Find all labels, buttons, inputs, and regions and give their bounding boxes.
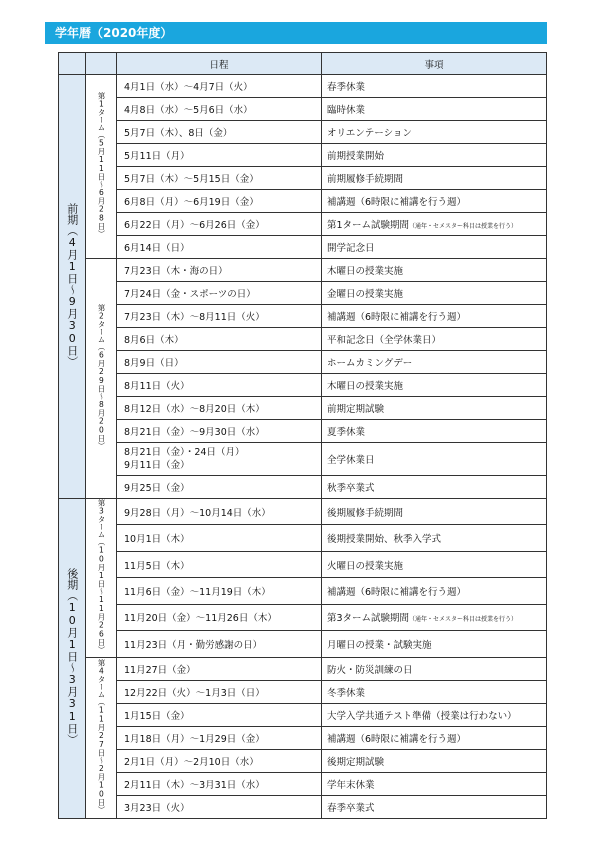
schedule-cell xyxy=(117,443,322,476)
schedule-cell xyxy=(117,631,322,657)
schedule-date: 6月14日（日） xyxy=(124,243,190,254)
table-row xyxy=(59,144,547,167)
item-cell xyxy=(322,525,547,551)
term-label: 第2ターム（6月29日〜8月20日） xyxy=(96,304,106,450)
schedule-date: 4月8日（水）〜5月6日（水） xyxy=(124,105,253,116)
item-cell xyxy=(322,703,547,726)
term-label: 第4ターム（11月27日〜2月10日） xyxy=(96,658,106,814)
table-row xyxy=(59,374,547,397)
schedule-date: 3月23日（火） xyxy=(124,802,190,814)
item-text: 月曜日の授業・試験実施 xyxy=(327,639,432,651)
schedule-cell xyxy=(117,282,322,305)
item-text: 後期授業開始、秋季入学式 xyxy=(327,534,442,546)
item-text: 木曜日の授業実施 xyxy=(327,381,404,392)
header-item: 事項 xyxy=(322,53,547,75)
schedule-cell xyxy=(117,75,322,98)
item-text: 前期履修手続期間 xyxy=(327,174,404,185)
item-text: 補講週（6時限に補講を行う週） xyxy=(327,197,467,208)
table-row xyxy=(59,680,547,703)
table-row xyxy=(59,75,547,98)
schedule-cell xyxy=(117,726,322,749)
schedule-cell xyxy=(117,749,322,772)
schedule-date: 11月5日（木） xyxy=(124,560,190,572)
schedule-cell xyxy=(117,657,322,680)
item-note: （通年・セメスター科目は授業を行う） xyxy=(409,616,518,624)
item-cell xyxy=(322,657,547,680)
schedule-date: 11月23日（月・勤労感謝の日） xyxy=(124,639,263,651)
table-row xyxy=(59,631,547,657)
item-cell xyxy=(322,604,547,630)
schedule-date: 9月25日（金） xyxy=(124,483,190,494)
table-row xyxy=(59,305,547,328)
schedule-date: 7月23日（木）〜8月11日（火） xyxy=(124,312,265,323)
item-text: 補講週（6時限に補講を行う週） xyxy=(327,586,467,598)
schedule-date: 6月22日（月）〜6月26日（金） xyxy=(124,220,265,231)
table-row xyxy=(59,259,547,282)
item-cell xyxy=(322,578,547,604)
schedule-cell xyxy=(117,772,322,795)
table-row xyxy=(59,525,547,551)
header-blank-semester xyxy=(59,53,86,75)
schedule-date: 7月24日（金・スポーツの日） xyxy=(124,289,256,300)
item-cell xyxy=(322,397,547,420)
schedule-date: 1月15日（金） xyxy=(124,710,190,722)
item-cell xyxy=(322,795,547,818)
item-cell xyxy=(322,551,547,577)
item-text: 全学休業日 xyxy=(327,455,375,466)
table-row xyxy=(59,795,547,818)
semester-cell xyxy=(59,499,86,819)
table-row xyxy=(59,328,547,351)
item-cell xyxy=(322,305,547,328)
item-cell xyxy=(322,98,547,121)
schedule-cell xyxy=(117,499,322,525)
schedule-date-extra: 9月11日（金） xyxy=(124,460,190,471)
schedule-date: 4月1日（水）〜4月7日（火） xyxy=(124,82,253,93)
item-cell xyxy=(322,121,547,144)
schedule-cell xyxy=(117,98,322,121)
schedule-cell xyxy=(117,525,322,551)
item-text: 後期履修手続期間 xyxy=(327,507,404,519)
term-label: 第3ターム（10月1日〜11月26日） xyxy=(96,499,106,654)
item-cell xyxy=(322,772,547,795)
item-text: 前期授業開始 xyxy=(327,151,385,162)
schedule-date: 8月11日（火） xyxy=(124,381,190,392)
table-row xyxy=(59,397,547,420)
item-cell xyxy=(322,680,547,703)
item-cell xyxy=(322,726,547,749)
semester-cell xyxy=(59,75,86,499)
item-note: （通年・セメスター科目は授業を行う） xyxy=(409,223,518,230)
schedule-cell xyxy=(117,305,322,328)
schedule-cell xyxy=(117,680,322,703)
item-cell xyxy=(322,144,547,167)
schedule-date: 8月21日（金）・24日（月） xyxy=(124,447,245,458)
schedule-date: 6月8日（月）〜6月19日（金） xyxy=(124,197,259,208)
item-cell xyxy=(322,236,547,259)
schedule-cell xyxy=(117,420,322,443)
table-row xyxy=(59,604,547,630)
item-text: 防火・防災訓練の日 xyxy=(327,664,413,676)
schedule-date: 9月28日（月）〜10月14日（水） xyxy=(124,507,271,519)
table-row xyxy=(59,578,547,604)
item-text: 後期定期試験 xyxy=(327,756,385,768)
academic-calendar-table xyxy=(58,52,547,819)
table-row xyxy=(59,98,547,121)
item-cell xyxy=(322,374,547,397)
table-row xyxy=(59,282,547,305)
schedule-date: 11月27日（金） xyxy=(124,664,196,676)
item-cell xyxy=(322,282,547,305)
table-row xyxy=(59,726,547,749)
item-text: 補講週（6時限に補講を行う週） xyxy=(327,312,467,323)
table-row xyxy=(59,236,547,259)
item-cell xyxy=(322,749,547,772)
schedule-cell xyxy=(117,351,322,374)
term-cell xyxy=(86,657,117,818)
schedule-date: 8月21日（金）〜9月30日（水） xyxy=(124,427,265,438)
item-cell xyxy=(322,328,547,351)
item-text: 秋季卒業式 xyxy=(327,483,375,494)
schedule-cell xyxy=(117,144,322,167)
item-text: 金曜日の授業実施 xyxy=(327,289,404,300)
table-row xyxy=(59,121,547,144)
item-cell xyxy=(322,259,547,282)
table-row xyxy=(59,476,547,499)
item-text: 臨時休業 xyxy=(327,105,366,116)
term-cell xyxy=(86,499,117,658)
term-cell xyxy=(86,259,117,499)
schedule-date: 8月12日（水）〜8月20日（木） xyxy=(124,404,265,415)
schedule-date: 2月1日（月）〜2月10日（水） xyxy=(124,756,259,768)
table-row xyxy=(59,190,547,213)
table-row xyxy=(59,749,547,772)
item-cell xyxy=(322,213,547,236)
item-text: 大学入学共通テスト準備（授業は行わない） xyxy=(327,710,517,722)
schedule-cell xyxy=(117,213,322,236)
schedule-cell xyxy=(117,476,322,499)
item-cell xyxy=(322,75,547,98)
header-blank-term xyxy=(86,53,117,75)
table-row xyxy=(59,443,547,476)
table-row xyxy=(59,167,547,190)
item-text: 冬季休業 xyxy=(327,687,366,699)
schedule-date: 10月1日（木） xyxy=(124,534,190,546)
item-text: 春季卒業式 xyxy=(327,802,375,814)
schedule-date: 11月6日（金）〜11月19日（木） xyxy=(124,586,271,598)
schedule-cell xyxy=(117,795,322,818)
semester-label: 後期（10月1日〜3月31日） xyxy=(65,568,79,746)
item-text: 火曜日の授業実施 xyxy=(327,560,404,572)
item-cell xyxy=(322,443,547,476)
item-text: 補講週（6時限に補講を行う週） xyxy=(327,733,467,745)
item-text: 夏季休業 xyxy=(327,427,366,438)
schedule-date: 1月18日（月）〜1月29日（金） xyxy=(124,733,265,745)
schedule-date: 5月7日（木）、8日（金） xyxy=(124,128,233,139)
schedule-date: 8月6日（木） xyxy=(124,335,184,346)
table-row xyxy=(59,703,547,726)
schedule-date: 5月7日（木）〜5月15日（金） xyxy=(124,174,259,185)
schedule-cell xyxy=(117,703,322,726)
schedule-cell xyxy=(117,259,322,282)
term-cell xyxy=(86,75,117,259)
schedule-cell xyxy=(117,167,322,190)
header-schedule: 日程 xyxy=(117,53,322,75)
item-cell xyxy=(322,190,547,213)
item-text: 第3ターム試験期間 xyxy=(327,613,410,625)
item-text: 平和記念日（全学休業日） xyxy=(327,335,442,346)
schedule-date: 5月11日（月） xyxy=(124,151,190,162)
item-text: 第1ターム試験期間 xyxy=(327,220,410,231)
schedule-cell xyxy=(117,604,322,630)
item-text: 春季休業 xyxy=(327,82,366,93)
table-row xyxy=(59,772,547,795)
table-row xyxy=(59,551,547,577)
schedule-cell xyxy=(117,236,322,259)
table-row xyxy=(59,499,547,525)
table-row xyxy=(59,213,547,236)
semester-label: 前期（4月1日〜9月30日） xyxy=(65,203,79,367)
item-cell xyxy=(322,167,547,190)
schedule-date: 8月9日（日） xyxy=(124,358,184,369)
table-row xyxy=(59,351,547,374)
schedule-date: 2月11日（木）〜3月31日（水） xyxy=(124,779,265,791)
schedule-date: 12月22日（火）〜1月3日（日） xyxy=(124,687,265,699)
term-label: 第1ターム（5月11日〜6月28日） xyxy=(96,92,106,238)
schedule-cell xyxy=(117,190,322,213)
schedule-date: 11月20日（金）〜11月26日（木） xyxy=(124,613,277,625)
item-cell xyxy=(322,631,547,657)
schedule-cell xyxy=(117,397,322,420)
item-text: 学年末休業 xyxy=(327,779,375,791)
item-text: オリエンテーション xyxy=(327,128,412,139)
item-text: 開学記念日 xyxy=(327,243,375,254)
page-title: 学年暦（2020年度） xyxy=(45,22,547,44)
item-text: 前期定期試験 xyxy=(327,404,385,415)
item-cell xyxy=(322,420,547,443)
item-text: ホームカミングデー xyxy=(327,358,413,369)
item-cell xyxy=(322,499,547,525)
schedule-date: 7月23日（木・海の日） xyxy=(124,266,228,277)
table-row xyxy=(59,420,547,443)
table-header-row xyxy=(59,53,547,75)
item-text: 木曜日の授業実施 xyxy=(327,266,404,277)
table-row xyxy=(59,657,547,680)
schedule-cell xyxy=(117,551,322,577)
schedule-cell xyxy=(117,374,322,397)
schedule-cell xyxy=(117,578,322,604)
item-cell xyxy=(322,351,547,374)
schedule-cell xyxy=(117,328,322,351)
schedule-cell xyxy=(117,121,322,144)
item-cell xyxy=(322,476,547,499)
